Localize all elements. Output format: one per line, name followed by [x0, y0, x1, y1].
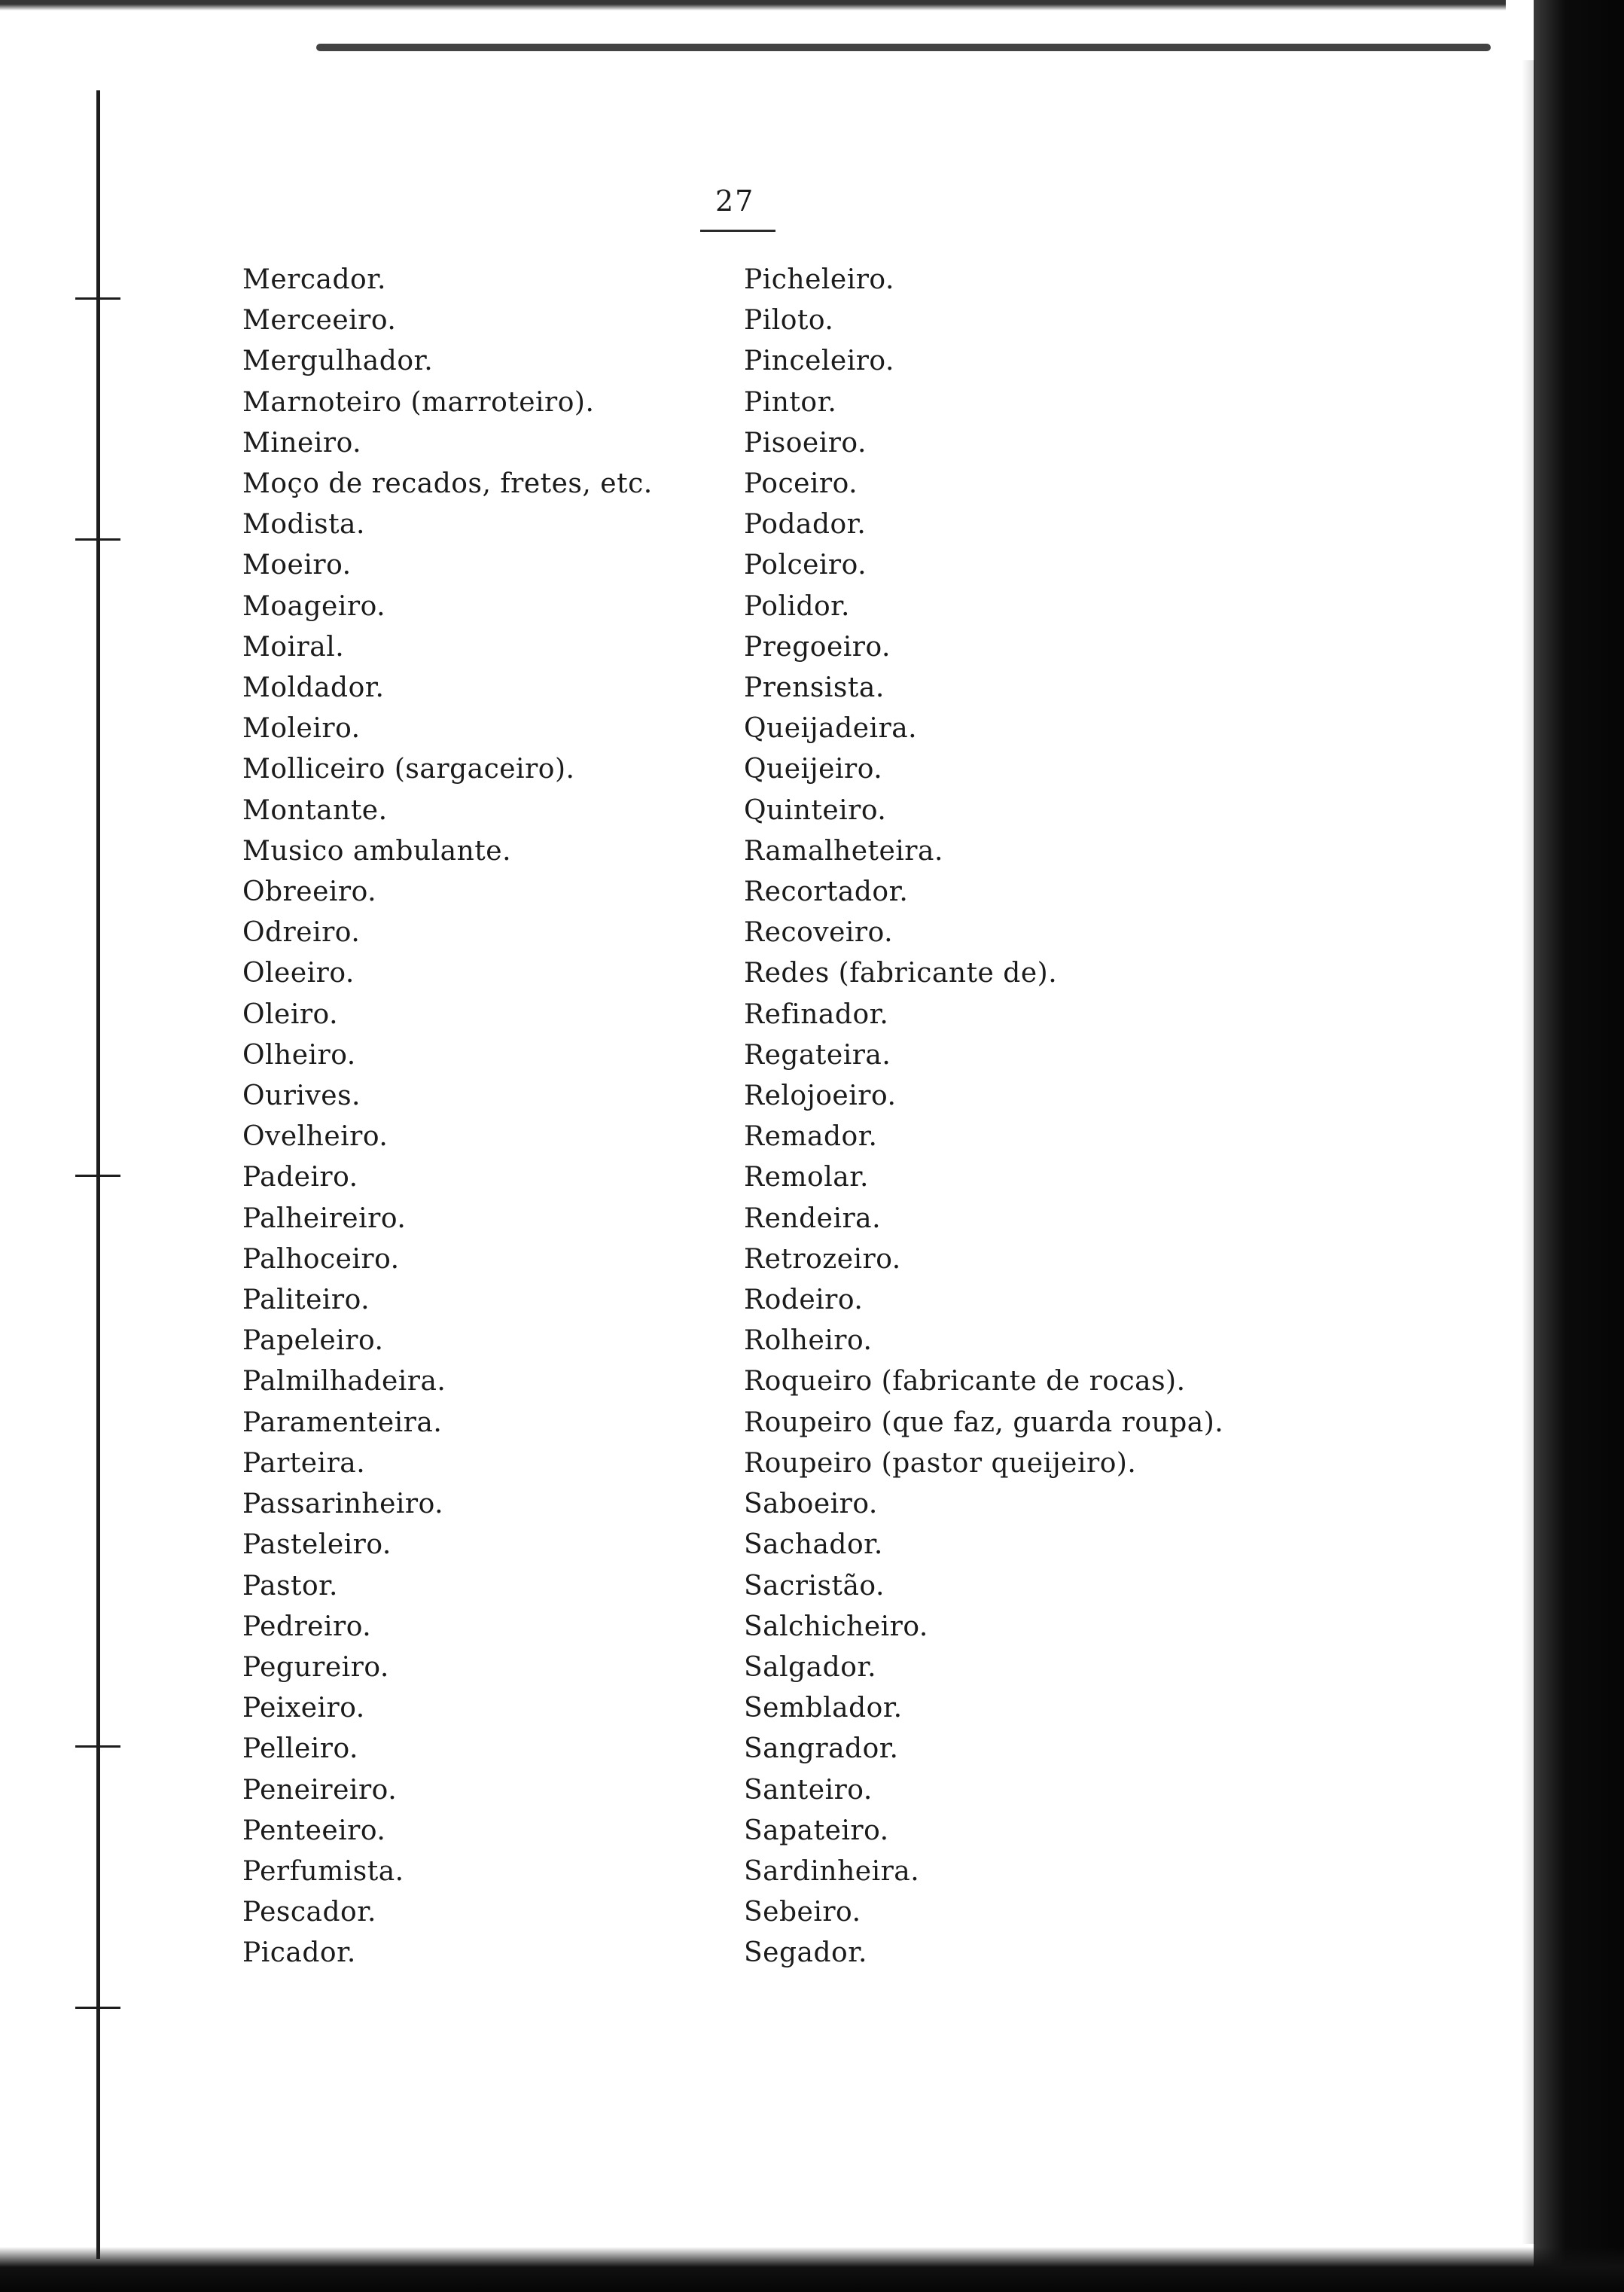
occupation-entry: Mergulhador.: [242, 346, 434, 377]
occupation-entry: Santeiro.: [744, 1774, 873, 1806]
occupation-entry: Papeleiro.: [242, 1325, 384, 1357]
occupation-entry: Poceiro.: [744, 468, 858, 500]
occupation-entry: Saboeiro.: [744, 1489, 878, 1520]
occupation-entry: Oleiro.: [242, 998, 339, 1030]
binding-tick-mark: [75, 1175, 120, 1177]
binding-tick-mark: [75, 538, 120, 541]
occupation-entry: Obreeiro.: [242, 876, 377, 908]
occupation-entry: Remador.: [744, 1121, 878, 1153]
occupation-entry: Sardinheira.: [744, 1855, 920, 1887]
occupation-entry: Roqueiro (fabricante de rocas).: [744, 1366, 1186, 1397]
occupation-entry: Odreiro.: [242, 917, 361, 949]
occupation-entry: Ovelheiro.: [242, 1121, 388, 1153]
occupation-entry: Ramalheteira.: [744, 835, 943, 867]
occupation-entry: Redes (fabricante de).: [744, 958, 1058, 989]
occupation-entry: Mercador.: [242, 264, 386, 295]
occupation-entry: Marnoteiro (marroteiro).: [242, 386, 595, 418]
occupation-entry: Pasteleiro.: [242, 1529, 392, 1561]
occupation-entry: Pegureiro.: [242, 1651, 389, 1683]
occupation-entry: Paliteiro.: [242, 1285, 370, 1316]
occupation-entry: Moleiro.: [242, 713, 361, 745]
occupation-entry: Pintor.: [744, 386, 837, 418]
occupation-entry: Rolheiro.: [744, 1325, 873, 1357]
occupation-entry: Sebeiro.: [744, 1897, 861, 1928]
occupation-entry: Molliceiro (sargaceiro).: [242, 754, 575, 785]
scan-top-rule: [316, 44, 1491, 51]
occupation-entry: Picador.: [242, 1937, 356, 1969]
occupation-entry: Sacristão.: [744, 1570, 885, 1602]
occupation-entry: Recoveiro.: [744, 917, 894, 949]
occupation-entry: Peneireiro.: [242, 1774, 398, 1806]
occupation-entry: Moeiro.: [242, 550, 352, 581]
occupation-entry: Semblador.: [744, 1693, 903, 1724]
occupation-entry: Roupeiro (que faz, guarda roupa).: [744, 1407, 1224, 1438]
page-number: 27: [715, 184, 755, 218]
occupation-entry: Paramenteira.: [242, 1407, 443, 1438]
occupation-entry: Peixeiro.: [242, 1693, 365, 1724]
occupation-entry: Merceeiro.: [242, 305, 397, 337]
occupation-entry: Remolar.: [744, 1162, 869, 1193]
occupation-entry: Pinceleiro.: [744, 346, 894, 377]
occupation-entry: Rendeira.: [744, 1202, 882, 1234]
binding-tick-mark: [75, 2007, 120, 2009]
occupation-entry: Pedreiro.: [242, 1611, 372, 1642]
occupation-entry: Musico ambulante.: [242, 835, 512, 867]
occupation-entry: Rodeiro.: [744, 1285, 864, 1316]
occupation-entry: Mineiro.: [242, 427, 362, 459]
occupation-entry: Parteira.: [242, 1447, 366, 1479]
occupation-entry: Roupeiro (pastor queijeiro).: [744, 1447, 1137, 1479]
occupation-entry: Refinador.: [744, 998, 889, 1030]
occupation-entry: Relojoeiro.: [744, 1080, 897, 1112]
occupation-entry: Polceiro.: [744, 550, 867, 581]
occupation-entry: Pisoeiro.: [744, 427, 867, 459]
occupation-entry: Retrozeiro.: [744, 1243, 901, 1275]
occupation-entry: Sangrador.: [744, 1733, 899, 1765]
occupation-entry: Polidor.: [744, 590, 850, 622]
binding-tick-mark: [75, 297, 120, 300]
occupation-entry: Pregoeiro.: [744, 631, 891, 663]
occupation-entry: Modista.: [242, 509, 365, 541]
occupation-entry: Oleeiro.: [242, 958, 355, 989]
occupation-entry: Palmilhadeira.: [242, 1366, 446, 1397]
occupation-entry: Ourives.: [242, 1080, 361, 1112]
occupation-entry: Olheiro.: [242, 1039, 356, 1071]
occupation-entry: Salchicheiro.: [744, 1611, 928, 1642]
binding-tick-mark: [75, 1745, 120, 1748]
occupation-entry: Queijeiro.: [744, 754, 883, 785]
occupation-entry: Pelleiro.: [242, 1733, 358, 1765]
occupation-entry: Moldador.: [242, 672, 385, 704]
occupation-entry: Palhoceiro.: [242, 1243, 400, 1275]
occupation-entry: Pescador.: [242, 1897, 376, 1928]
occupation-entry: Sapateiro.: [744, 1815, 889, 1846]
occupation-entry: Prensista.: [744, 672, 885, 704]
occupation-entry: Queijadeira.: [744, 713, 918, 745]
occupation-entry: Perfumista.: [242, 1855, 404, 1887]
occupation-entry: Recortador.: [744, 876, 909, 908]
occupation-entry: Salgador.: [744, 1651, 877, 1683]
occupation-entry: Passarinheiro.: [242, 1489, 444, 1520]
occupation-entry: Montante.: [242, 794, 388, 826]
scan-top-shadow: [0, 0, 1506, 11]
occupation-entry: Moiral.: [242, 631, 345, 663]
occupation-entry: Pastor.: [242, 1570, 338, 1602]
occupation-entry: Piloto.: [744, 305, 834, 337]
occupation-entry: Picheleiro.: [744, 264, 894, 295]
occupation-list-right: [744, 260, 1223, 1974]
occupation-entry: Padeiro.: [242, 1162, 358, 1193]
scan-bottom-edge-shadow: [0, 2247, 1624, 2292]
occupation-list-left: [242, 260, 653, 1974]
occupation-entry: Segador.: [744, 1937, 867, 1969]
occupation-entry: Moageiro.: [242, 590, 386, 622]
scan-right-edge-gradient: [1522, 60, 1535, 2244]
scan-right-edge-shadow: [1534, 0, 1624, 2292]
occupation-entry: Podador.: [744, 509, 867, 541]
occupation-entry: Moço de recados, fretes, etc.: [242, 468, 653, 500]
occupation-entry: Palheireiro.: [242, 1202, 407, 1234]
occupation-entry: Regateira.: [744, 1039, 891, 1071]
occupation-entry: Quinteiro.: [744, 794, 887, 826]
occupation-entry: Penteeiro.: [242, 1815, 386, 1846]
page-number-rule: [700, 230, 775, 232]
occupation-entry: Sachador.: [744, 1529, 883, 1561]
